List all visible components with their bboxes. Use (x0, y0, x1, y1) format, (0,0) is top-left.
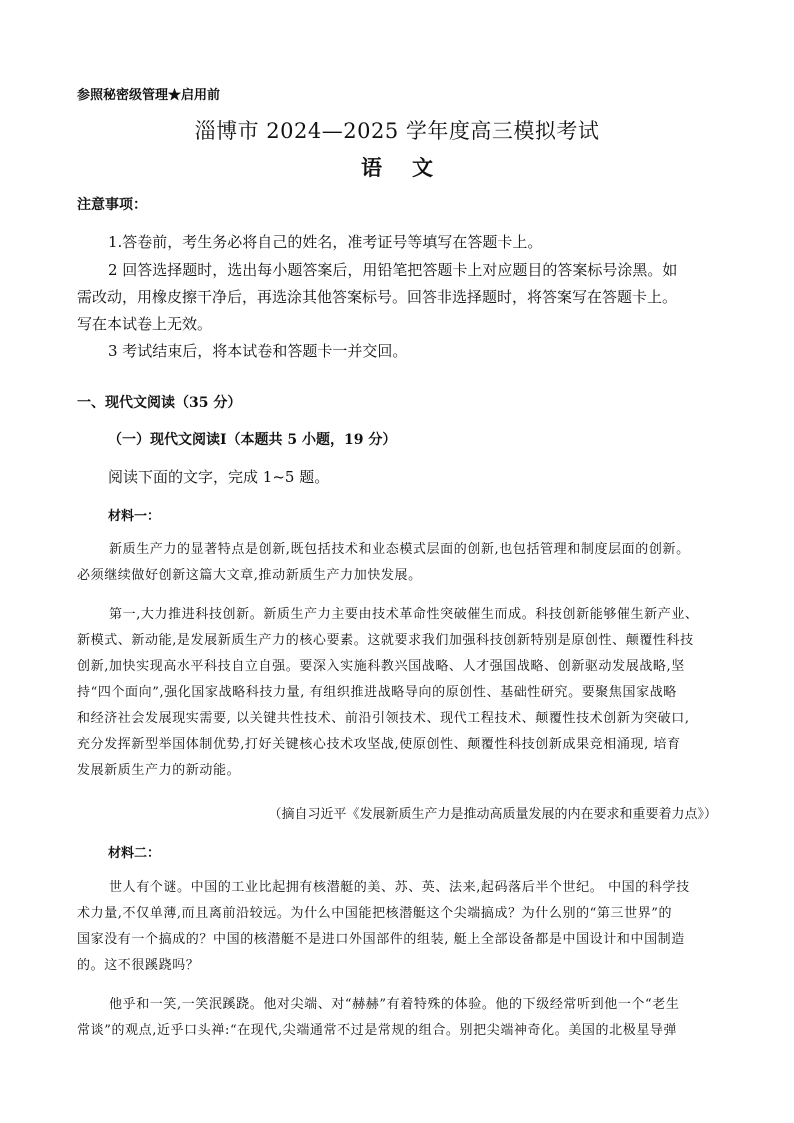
notice-line-5: 3 考试结束后，将本试卷和答题卡一并交回。 (108, 342, 408, 360)
text-line: 常谈”的观点,近乎口头禅:“在现代,尖端通常不过是常规的组合。别把尖端神奇化。美国的北极星导弹 (77, 1023, 678, 1038)
text-line: 持“四个面向”,强化国家战略科技力量, 有组织推进战略导向的原创性、基础性研究。要聚焦国家战略 (77, 685, 677, 700)
reading-instruction: 阅读下面的文字，完成 1~5 题。 (108, 468, 330, 486)
material-2-paragraph-2 (77, 992, 717, 1044)
text-line: 第一,大力推进科技创新。新质生产力主要由技术革命性突破催生而成。科技创新能够催生新产业、 (109, 607, 699, 622)
material-1-source: （摘自习近平《发展新质生产力是推动高质量发展的内在要求和重要着力点》） (268, 807, 717, 822)
material-1-paragraph-1 (77, 537, 717, 589)
text-line: 术力量,不仅单薄,而且离前沿较远。为什么中国能把核潜艇这个尖端搞成？为什么别的“第三世界”的 (77, 906, 673, 921)
text-line: 和经济社会发展现实需要, 以关键共性技术、前沿引领技术、现代工程技术、颠覆性技术创新为突破口, (77, 711, 690, 726)
text-line: 必须继续做好创新这篇大文章,推动新质生产力加快发展。 (77, 568, 422, 583)
material-1-label: 材料一： (108, 509, 161, 524)
text-line: 充分发挥新型举国体制优势,打好关键核心技术攻坚战,使原创性、颠覆性科技创新成果竞相涌现, 培育 (77, 737, 681, 752)
text-line: 新模式、新动能,是发展新质生产力的核心要素。这就要求我们加强科技创新特别是原创性、颠覆性科技 (77, 633, 694, 648)
subsection-heading: （一）现代文阅读Ⅰ（本题共 5 小题，19 分） (108, 432, 397, 448)
text-line: 新质生产力的显著特点是创新,既包括技术和业态模式层面的创新,也包括管理和制度层面的创新。 (109, 542, 690, 557)
text-line: 他乎和一笑,一笑泯蹊跷。他对尖端、对“赫赫”有着特殊的体验。他的下级经常听到他一个“老生 (109, 997, 680, 1012)
material-2-paragraph-1 (77, 875, 717, 979)
subject-title: 语文 (361, 155, 463, 180)
text-line: 发展新质生产力的新动能。 (77, 763, 241, 778)
notice-line-4: 写在本试卷上无效。 (77, 315, 213, 333)
exam-title: 淄博市 2024—2025 学年度高三模拟考试 (194, 119, 600, 143)
text-line: 国家没有一个搞成的？中国的核潜艇不是进口外国部件的组装, 艇上全部设备都是中国设计和中国制造 (77, 932, 685, 947)
notice-line-2: 2 回答选择题时，选出每小题答案后，用铅笔把答题卡上对应题目的答案标号涂黑。如 (108, 261, 678, 279)
section-heading: 一、现代文阅读（35 分） (77, 395, 242, 411)
secret-level-label: 参照秘密级管理★启用前 (77, 88, 221, 103)
text-line: 创新,加快实现高水平科技自立自强。要深入实施科教兴国战略、人才强国战略、创新驱动发展战略,坚 (77, 659, 685, 674)
notice-line-3: 需改动，用橡皮擦干净后，再选涂其他答案标号。回答非选择题时，将答案写在答题卡上。 (77, 288, 678, 306)
material-1-paragraph-2 (77, 602, 717, 784)
text-line: 世人有个谜。中国的工业比起拥有核潜艇的美、苏、英、法来,起码落后半个世纪。 中国的科学技 (109, 880, 690, 895)
material-2-label: 材料二： (108, 846, 161, 861)
notice-heading: 注意事项： (77, 197, 147, 213)
text-line: 的。这不很蹊跷吗？ (77, 958, 200, 973)
notice-line-1: 1.答卷前，考生务必将自己的姓名，准考证号等填写在答题卡上。 (108, 233, 543, 251)
